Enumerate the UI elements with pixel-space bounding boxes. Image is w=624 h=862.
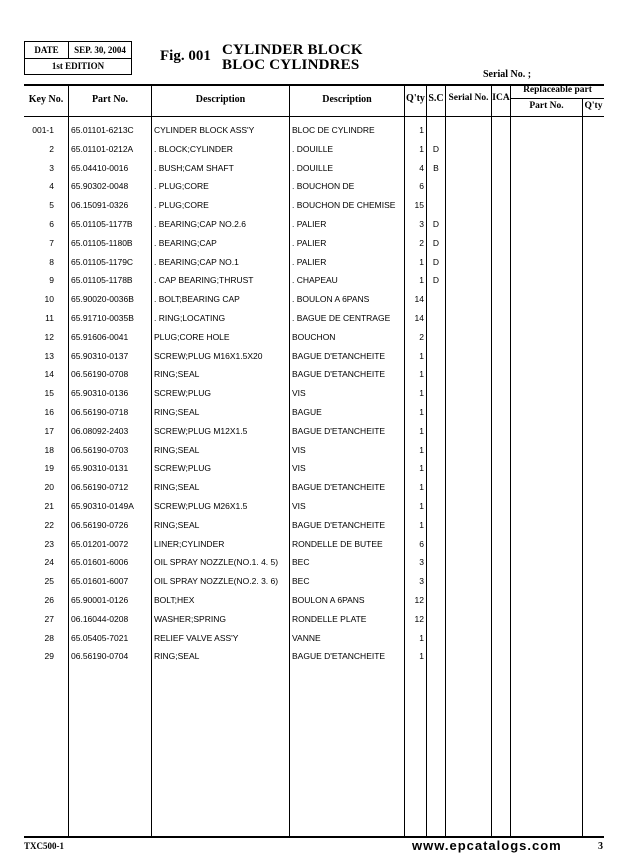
description-fr-cell: VIS (292, 388, 306, 399)
part-no-cell: 65.01105-1177B (71, 219, 133, 229)
description-fr-cell: . PALIER (292, 237, 327, 248)
table-row (24, 535, 604, 554)
table-row (24, 403, 604, 422)
table-row (24, 422, 604, 441)
sc-cell: D (432, 143, 440, 154)
date-value: SEP. 30, 2004 (74, 45, 126, 55)
description-en-cell: WASHER;SPRING (154, 613, 226, 624)
description-fr-cell: BAGUE D'ETANCHEITE (292, 651, 386, 662)
key-no-cell: 29 (44, 651, 54, 662)
description-en-cell: . BOLT;BEARING CAP (154, 294, 240, 305)
qty-cell: 12 (414, 595, 424, 605)
description-en-cell: SCREW;PLUG M16X1.5X20 (154, 350, 263, 361)
part-no-cell: 65.01101-0212A (71, 143, 134, 154)
description-fr-cell: VIS (292, 501, 306, 511)
key-no-cell: 27 (44, 613, 54, 624)
description-en-cell: RING;SEAL (154, 444, 200, 455)
description-en-cell: BOLT;HEX (154, 595, 195, 605)
qty-cell: 4 (419, 162, 424, 173)
table-row (24, 159, 604, 178)
description-en-cell: . PLUG;CORE (154, 200, 209, 211)
description-en-cell: RING;SEAL (154, 407, 200, 417)
qty-cell: 1 (419, 519, 424, 530)
description-fr-cell: BOUCHON (292, 331, 336, 342)
key-no-cell: 6 (49, 219, 54, 229)
part-no-cell: 06.56190-0718 (71, 407, 129, 417)
key-no-cell: 11 (45, 313, 54, 323)
table-row (24, 140, 604, 159)
qty-cell: 14 (414, 294, 424, 305)
description-fr-cell: . DOUILLE (292, 143, 334, 154)
description-fr-cell: . PALIER (292, 219, 327, 229)
table-row (24, 365, 604, 384)
key-no-cell: 3 (49, 162, 54, 173)
table-row (24, 271, 604, 290)
description-en-cell: RELIEF VALVE ASS'Y (154, 632, 239, 643)
part-no-cell: 06.15091-0326 (71, 200, 129, 211)
table-row (24, 478, 604, 497)
key-no-cell: 24 (44, 557, 54, 568)
page-title-fr: BLOC CYLINDRES (222, 57, 360, 73)
part-no-cell: 65.01105-1178B (71, 275, 133, 286)
part-no-cell: 06.56190-0708 (71, 369, 129, 380)
key-no-cell: 19 (44, 463, 54, 474)
table-row (24, 215, 604, 234)
table-row (24, 196, 604, 215)
key-no-cell: 10 (44, 294, 54, 305)
replaceable-divider-rule (510, 98, 604, 99)
description-en-cell: . RING;LOCATING (154, 313, 226, 323)
qty-cell: 1 (419, 275, 424, 286)
table-row (24, 309, 604, 328)
table-row (24, 177, 604, 196)
description-en-cell: . BEARING;CAP (154, 237, 217, 248)
description-en-cell: SCREW;PLUG (154, 388, 211, 399)
qty-cell: 3 (419, 576, 424, 587)
description-en-cell: SCREW;PLUG (154, 463, 211, 474)
col-header-description-fr: Description (322, 94, 372, 105)
col-header-rep-part-no: Part No. (529, 101, 564, 111)
col-header-rep-qty: Q'ty (584, 101, 603, 111)
key-no-cell: 15 (44, 388, 54, 399)
part-no-cell: 65.01105-1180B (71, 237, 133, 248)
col-header-description-en: Description (195, 94, 246, 105)
qty-cell: 1 (419, 482, 424, 493)
table-row (24, 610, 604, 629)
edition-label: 1st EDITION (51, 61, 105, 71)
page-number: 3 (598, 841, 603, 852)
key-no-cell: 13 (44, 350, 54, 361)
part-no-cell: 65.01105-1179C (71, 256, 134, 267)
part-no-cell: 65.91606-0041 (71, 331, 129, 342)
part-no-cell: 65.01201-0072 (71, 538, 129, 549)
description-en-cell: RING;SEAL (154, 651, 200, 662)
edition-box (24, 41, 132, 75)
part-no-cell: 06.56190-0703 (71, 444, 129, 455)
footer-url[interactable]: www.epcatalogs.com (412, 838, 562, 853)
key-no-cell: 14 (44, 369, 54, 380)
sc-cell: D (432, 237, 440, 248)
col-header-part-no: Part No. (91, 94, 129, 105)
description-fr-cell: VIS (292, 444, 306, 455)
qty-cell: 1 (419, 501, 424, 511)
description-en-cell: RING;SEAL (154, 519, 200, 530)
table-row (24, 441, 604, 460)
date-row (25, 42, 131, 59)
table-row (24, 497, 604, 516)
description-en-cell: CYLINDER BLOCK ASS'Y (154, 125, 255, 135)
table-row (24, 629, 604, 648)
qty-cell: 1 (419, 632, 424, 643)
part-no-cell: 65.90302-0048 (71, 181, 129, 192)
description-fr-cell: VIS (292, 463, 306, 474)
sc-cell: D (432, 256, 440, 267)
description-en-cell: . CAP BEARING;THRUST (154, 275, 254, 286)
part-no-cell: 65.90001-0126 (71, 595, 129, 605)
description-fr-cell: . PALIER (292, 256, 327, 267)
qty-cell: 15 (414, 200, 424, 211)
qty-cell: 1 (419, 369, 424, 380)
qty-cell: 12 (414, 613, 424, 624)
description-en-cell: . BUSH;CAM SHAFT (154, 162, 234, 173)
qty-cell: 6 (419, 181, 424, 192)
footer-model: TXC500-1 (24, 841, 64, 851)
description-en-cell: RING;SEAL (154, 369, 200, 380)
col-header-key-no: Key No. (28, 94, 64, 105)
description-fr-cell: . BOUCHON DE CHEMISE (292, 200, 396, 211)
key-no-cell: 5 (49, 200, 54, 211)
key-no-cell: 25 (44, 576, 54, 587)
part-no-cell: 65.01601-6006 (71, 557, 129, 568)
key-no-cell: 21 (44, 501, 54, 511)
qty-cell: 1 (419, 350, 424, 361)
key-no-cell: 22 (44, 519, 54, 530)
description-fr-cell: BLOC DE CYLINDRE (292, 125, 375, 135)
qty-cell: 3 (419, 219, 424, 229)
description-en-cell: LINER;CYLINDER (154, 538, 225, 549)
description-en-cell: . BLOCK;CYLINDER (154, 143, 233, 154)
key-no-cell: 17 (44, 425, 54, 436)
table-row (24, 121, 604, 140)
part-no-cell: 65.90310-0131 (71, 463, 129, 474)
qty-cell: 1 (419, 125, 424, 135)
key-no-cell: 23 (44, 538, 54, 549)
description-en-cell: OIL SPRAY NOZZLE(NO.2. 3. 6) (154, 576, 279, 587)
table-row (24, 572, 604, 591)
sc-cell: D (432, 219, 440, 229)
part-no-cell: 06.56190-0726 (71, 519, 129, 530)
table-row (24, 384, 604, 403)
description-en-cell: . BEARING;CAP NO.2.6 (154, 219, 246, 229)
qty-cell: 14 (414, 313, 424, 323)
table-row (24, 647, 604, 666)
qty-cell: 2 (419, 237, 424, 248)
col-header-serial-no: Serial No. (448, 93, 489, 103)
page-title-en: CYLINDER BLOCK (222, 42, 363, 58)
table-row (24, 328, 604, 347)
qty-cell: 6 (419, 538, 424, 549)
table-row (24, 516, 604, 535)
key-no-cell: 28 (44, 632, 54, 643)
serial-number-label: Serial No. ; (483, 69, 532, 80)
description-fr-cell: . CHAPEAU (292, 275, 338, 286)
key-no-cell: 001-1 (32, 125, 54, 135)
description-fr-cell: BEC (292, 557, 310, 568)
table-row (24, 591, 604, 610)
description-fr-cell: BEC (292, 576, 310, 587)
qty-cell: 1 (419, 463, 424, 474)
figure-label: Fig. 001 (160, 48, 211, 64)
description-en-cell: . BEARING;CAP NO.1 (154, 256, 239, 267)
description-fr-cell: BAGUE D'ETANCHEITE (292, 519, 386, 530)
qty-cell: 1 (419, 444, 424, 455)
part-no-cell: 06.08092-2403 (71, 425, 129, 436)
description-en-cell: OIL SPRAY NOZZLE(NO.1. 4. 5) (154, 557, 279, 568)
description-en-cell: RING;SEAL (154, 482, 200, 493)
key-no-cell: 12 (44, 331, 54, 342)
key-no-cell: 26 (44, 595, 54, 605)
part-no-cell: 65.90310-0137 (71, 350, 129, 361)
part-no-cell: 65.90020-0036B (71, 294, 134, 305)
part-no-cell: 65.05405-7021 (71, 632, 129, 643)
qty-cell: 1 (419, 651, 424, 662)
qty-cell: 1 (419, 388, 424, 399)
description-fr-cell: VANNE (292, 632, 321, 643)
qty-cell: 3 (419, 557, 424, 568)
header-bottom-rule (24, 116, 604, 117)
col-header-sc: S.C (428, 93, 444, 104)
description-en-cell: PLUG;CORE HOLE (154, 331, 230, 342)
key-no-cell: 9 (49, 275, 54, 286)
description-en-cell: SCREW;PLUG M26X1.5 (154, 501, 248, 511)
key-no-cell: 4 (49, 181, 54, 192)
table-row (24, 253, 604, 272)
part-no-cell: 65.01601-6007 (71, 576, 129, 587)
qty-cell: 1 (419, 256, 424, 267)
qty-cell: 1 (419, 143, 424, 154)
description-fr-cell: BAGUE D'ETANCHEITE (292, 369, 386, 380)
table-row (24, 290, 604, 309)
description-fr-cell: RONDELLE DE BUTEE (292, 538, 383, 549)
description-fr-cell: . DOUILLE (292, 162, 334, 173)
description-en-cell: . PLUG;CORE (154, 181, 209, 192)
part-no-cell: 06.56190-0712 (71, 482, 129, 493)
qty-cell: 2 (419, 331, 424, 342)
description-fr-cell: BAGUE D'ETANCHEITE (292, 350, 386, 361)
key-no-cell: 8 (49, 256, 54, 267)
description-en-cell: SCREW;PLUG M12X1.5 (154, 425, 248, 436)
part-no-cell: 06.56190-0704 (71, 651, 129, 662)
date-label: DATE (25, 42, 69, 58)
part-no-cell: 65.90310-0149A (71, 501, 134, 511)
table-row (24, 347, 604, 366)
col-header-replaceable-part: Replaceable part (523, 85, 592, 95)
description-fr-cell: . BAGUE DE CENTRAGE (292, 313, 391, 323)
qty-cell: 1 (419, 407, 424, 417)
part-no-cell: 65.04410-0016 (71, 162, 129, 173)
description-fr-cell: . BOULON A 6PANS (292, 294, 370, 305)
description-fr-cell: BAGUE D'ETANCHEITE (292, 425, 386, 436)
table-row (24, 553, 604, 572)
part-no-cell: 65.01101-6213C (71, 125, 134, 135)
description-fr-cell: BOULON A 6PANS (292, 595, 365, 605)
sc-cell: B (433, 162, 439, 173)
description-fr-cell: BAGUE D'ETANCHEITE (292, 482, 386, 493)
col-header-qty: Q'ty (406, 93, 425, 104)
qty-cell: 1 (419, 425, 424, 436)
part-no-cell: 65.91710-0035B (71, 313, 134, 323)
part-no-cell: 06.16044-0208 (71, 613, 129, 624)
key-no-cell: 7 (49, 237, 54, 248)
table-row (24, 234, 604, 253)
sc-cell: D (432, 275, 440, 286)
key-no-cell: 2 (49, 143, 54, 154)
table-row (24, 459, 604, 478)
description-fr-cell: BAGUE (292, 407, 322, 417)
description-fr-cell: RONDELLE PLATE (292, 613, 367, 624)
key-no-cell: 18 (44, 444, 54, 455)
description-fr-cell: . BOUCHON DE (292, 181, 355, 192)
key-no-cell: 16 (44, 407, 54, 417)
key-no-cell: 20 (44, 482, 54, 493)
col-header-ica: ICA (492, 93, 510, 103)
part-no-cell: 65.90310-0136 (71, 388, 129, 399)
